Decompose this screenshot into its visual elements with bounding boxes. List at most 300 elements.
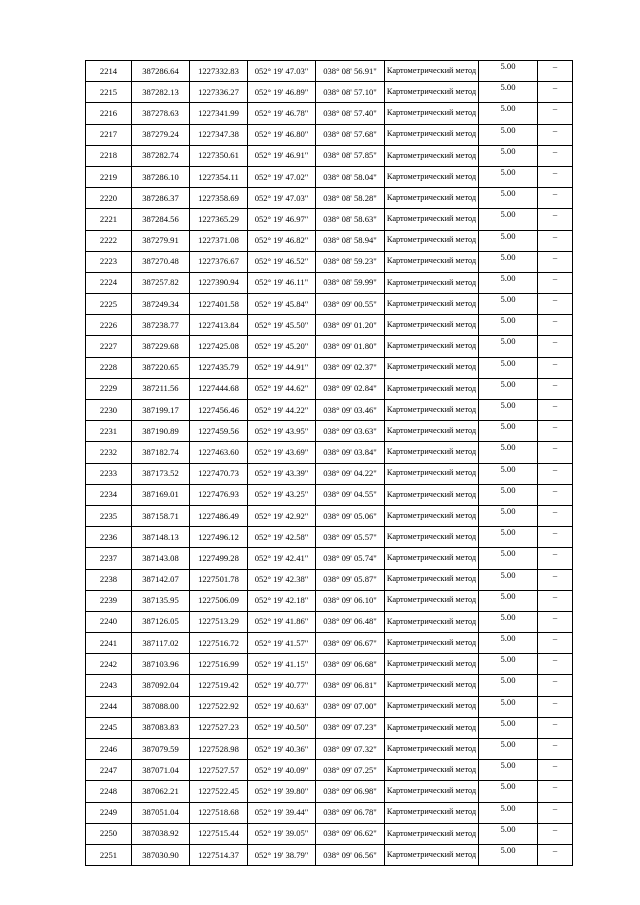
table-row bbox=[86, 294, 573, 315]
latitude-cell: 052° 19' 44.62" bbox=[248, 378, 316, 399]
x-coordinate-cell: 387270.48 bbox=[132, 251, 190, 272]
latitude-cell: 052° 19' 46.80" bbox=[248, 124, 316, 145]
x-coordinate-cell: 387173.52 bbox=[132, 463, 190, 484]
x-coordinate-cell: 387062.21 bbox=[132, 781, 190, 802]
point-number-cell: 2223 bbox=[86, 251, 132, 272]
table-row bbox=[86, 633, 573, 654]
accuracy-cell: 5.00 bbox=[479, 717, 538, 738]
x-coordinate-cell: 387249.34 bbox=[132, 294, 190, 315]
point-number-cell: 2221 bbox=[86, 209, 132, 230]
method-cell: Картометрический метод bbox=[385, 103, 479, 124]
method-cell: Картометрический метод bbox=[385, 633, 479, 654]
x-coordinate-cell: 387158.71 bbox=[132, 505, 190, 526]
longitude-cell: 038° 09' 05.87" bbox=[316, 569, 385, 590]
table-row bbox=[86, 569, 573, 590]
accuracy-cell: 5.00 bbox=[479, 442, 538, 463]
method-cell: Картометрический метод bbox=[385, 421, 479, 442]
point-number-cell: 2218 bbox=[86, 145, 132, 166]
latitude-cell: 052° 19' 39.44" bbox=[248, 802, 316, 823]
point-number-cell: 2235 bbox=[86, 505, 132, 526]
longitude-cell: 038° 09' 05.06" bbox=[316, 505, 385, 526]
point-number-cell: 2251 bbox=[86, 844, 132, 865]
latitude-cell: 052° 19' 46.91" bbox=[248, 145, 316, 166]
method-cell: Картометрический метод bbox=[385, 611, 479, 632]
method-cell: Картометрический метод bbox=[385, 166, 479, 187]
latitude-cell: 052° 19' 45.50" bbox=[248, 315, 316, 336]
longitude-cell: 038° 08' 59.23" bbox=[316, 251, 385, 272]
x-coordinate-cell: 387051.04 bbox=[132, 802, 190, 823]
latitude-cell: 052° 19' 43.69" bbox=[248, 442, 316, 463]
description-cell: – bbox=[538, 463, 573, 484]
description-cell: – bbox=[538, 654, 573, 675]
latitude-cell: 052° 19' 39.80" bbox=[248, 781, 316, 802]
y-coordinate-cell: 1227365.29 bbox=[190, 209, 248, 230]
y-coordinate-cell: 1227470.73 bbox=[190, 463, 248, 484]
table-row bbox=[86, 188, 573, 209]
longitude-cell: 038° 08' 57.40" bbox=[316, 103, 385, 124]
method-cell: Картометрический метод bbox=[385, 781, 479, 802]
accuracy-cell: 5.00 bbox=[479, 760, 538, 781]
latitude-cell: 052° 19' 47.03" bbox=[248, 61, 316, 82]
description-cell: – bbox=[538, 781, 573, 802]
description-cell: – bbox=[538, 166, 573, 187]
x-coordinate-cell: 387038.92 bbox=[132, 823, 190, 844]
y-coordinate-cell: 1227413.84 bbox=[190, 315, 248, 336]
description-cell: – bbox=[538, 696, 573, 717]
description-cell: – bbox=[538, 548, 573, 569]
x-coordinate-cell: 387135.95 bbox=[132, 590, 190, 611]
description-cell: – bbox=[538, 823, 573, 844]
point-number-cell: 2238 bbox=[86, 569, 132, 590]
longitude-cell: 038° 09' 06.98" bbox=[316, 781, 385, 802]
point-number-cell: 2232 bbox=[86, 442, 132, 463]
y-coordinate-cell: 1227463.60 bbox=[190, 442, 248, 463]
point-number-cell: 2242 bbox=[86, 654, 132, 675]
method-cell: Картометрический метод bbox=[385, 569, 479, 590]
latitude-cell: 052° 19' 42.92" bbox=[248, 505, 316, 526]
method-cell: Картометрический метод bbox=[385, 442, 479, 463]
point-number-cell: 2225 bbox=[86, 294, 132, 315]
y-coordinate-cell: 1227527.23 bbox=[190, 717, 248, 738]
latitude-cell: 052° 19' 42.38" bbox=[248, 569, 316, 590]
y-coordinate-cell: 1227522.45 bbox=[190, 781, 248, 802]
longitude-cell: 038° 09' 06.10" bbox=[316, 590, 385, 611]
table-row bbox=[86, 548, 573, 569]
x-coordinate-cell: 387126.05 bbox=[132, 611, 190, 632]
y-coordinate-cell: 1227527.57 bbox=[190, 760, 248, 781]
y-coordinate-cell: 1227401.58 bbox=[190, 294, 248, 315]
longitude-cell: 038° 09' 04.22" bbox=[316, 463, 385, 484]
x-coordinate-cell: 387103.96 bbox=[132, 654, 190, 675]
longitude-cell: 038° 09' 01.20" bbox=[316, 315, 385, 336]
method-cell: Картометрический метод bbox=[385, 484, 479, 505]
accuracy-cell: 5.00 bbox=[479, 61, 538, 82]
y-coordinate-cell: 1227476.93 bbox=[190, 484, 248, 505]
point-number-cell: 2217 bbox=[86, 124, 132, 145]
accuracy-cell: 5.00 bbox=[479, 527, 538, 548]
x-coordinate-cell: 387071.04 bbox=[132, 760, 190, 781]
longitude-cell: 038° 09' 07.32" bbox=[316, 739, 385, 760]
point-number-cell: 2234 bbox=[86, 484, 132, 505]
table-row bbox=[86, 696, 573, 717]
accuracy-cell: 5.00 bbox=[479, 145, 538, 166]
x-coordinate-cell: 387143.08 bbox=[132, 548, 190, 569]
y-coordinate-cell: 1227506.09 bbox=[190, 590, 248, 611]
longitude-cell: 038° 09' 06.78" bbox=[316, 802, 385, 823]
table-row bbox=[86, 823, 573, 844]
point-number-cell: 2228 bbox=[86, 357, 132, 378]
point-number-cell: 2220 bbox=[86, 188, 132, 209]
method-cell: Картометрический метод bbox=[385, 378, 479, 399]
y-coordinate-cell: 1227456.46 bbox=[190, 400, 248, 421]
description-cell: – bbox=[538, 802, 573, 823]
longitude-cell: 038° 09' 03.46" bbox=[316, 400, 385, 421]
longitude-cell: 038° 08' 57.10" bbox=[316, 82, 385, 103]
x-coordinate-cell: 387282.74 bbox=[132, 145, 190, 166]
table-row bbox=[86, 484, 573, 505]
x-coordinate-cell: 387190.89 bbox=[132, 421, 190, 442]
table-row bbox=[86, 103, 573, 124]
longitude-cell: 038° 09' 06.56" bbox=[316, 844, 385, 865]
accuracy-cell: 5.00 bbox=[479, 103, 538, 124]
latitude-cell: 052° 19' 42.58" bbox=[248, 527, 316, 548]
longitude-cell: 038° 09' 05.74" bbox=[316, 548, 385, 569]
longitude-cell: 038° 09' 07.23" bbox=[316, 717, 385, 738]
point-number-cell: 2246 bbox=[86, 739, 132, 760]
y-coordinate-cell: 1227425.08 bbox=[190, 336, 248, 357]
table-row bbox=[86, 251, 573, 272]
longitude-cell: 038° 09' 00.55" bbox=[316, 294, 385, 315]
latitude-cell: 052° 19' 47.02" bbox=[248, 166, 316, 187]
y-coordinate-cell: 1227376.67 bbox=[190, 251, 248, 272]
accuracy-cell: 5.00 bbox=[479, 336, 538, 357]
latitude-cell: 052° 19' 42.18" bbox=[248, 590, 316, 611]
y-coordinate-cell: 1227371.08 bbox=[190, 230, 248, 251]
longitude-cell: 038° 09' 07.25" bbox=[316, 760, 385, 781]
y-coordinate-cell: 1227501.78 bbox=[190, 569, 248, 590]
point-number-cell: 2216 bbox=[86, 103, 132, 124]
point-number-cell: 2215 bbox=[86, 82, 132, 103]
description-cell: – bbox=[538, 611, 573, 632]
longitude-cell: 038° 09' 06.81" bbox=[316, 675, 385, 696]
method-cell: Картометрический метод bbox=[385, 844, 479, 865]
document-page bbox=[85, 60, 572, 866]
method-cell: Картометрический метод bbox=[385, 315, 479, 336]
x-coordinate-cell: 387220.65 bbox=[132, 357, 190, 378]
latitude-cell: 052° 19' 45.20" bbox=[248, 336, 316, 357]
table-row bbox=[86, 209, 573, 230]
y-coordinate-cell: 1227528.98 bbox=[190, 739, 248, 760]
description-cell: – bbox=[538, 336, 573, 357]
method-cell: Картометрический метод bbox=[385, 675, 479, 696]
y-coordinate-cell: 1227499.28 bbox=[190, 548, 248, 569]
latitude-cell: 052° 19' 38.79" bbox=[248, 844, 316, 865]
latitude-cell: 052° 19' 40.77" bbox=[248, 675, 316, 696]
longitude-cell: 038° 09' 06.67" bbox=[316, 633, 385, 654]
accuracy-cell: 5.00 bbox=[479, 590, 538, 611]
x-coordinate-cell: 387083.83 bbox=[132, 717, 190, 738]
x-coordinate-cell: 387148.13 bbox=[132, 527, 190, 548]
method-cell: Картометрический метод bbox=[385, 463, 479, 484]
point-number-cell: 2231 bbox=[86, 421, 132, 442]
point-number-cell: 2245 bbox=[86, 717, 132, 738]
latitude-cell: 052° 19' 40.63" bbox=[248, 696, 316, 717]
table-row bbox=[86, 336, 573, 357]
longitude-cell: 038° 09' 06.48" bbox=[316, 611, 385, 632]
method-cell: Картометрический метод bbox=[385, 188, 479, 209]
accuracy-cell: 5.00 bbox=[479, 844, 538, 865]
method-cell: Картометрический метод bbox=[385, 760, 479, 781]
description-cell: – bbox=[538, 357, 573, 378]
method-cell: Картометрический метод bbox=[385, 61, 479, 82]
point-number-cell: 2214 bbox=[86, 61, 132, 82]
accuracy-cell: 5.00 bbox=[479, 633, 538, 654]
longitude-cell: 038° 09' 07.00" bbox=[316, 696, 385, 717]
point-number-cell: 2237 bbox=[86, 548, 132, 569]
description-cell: – bbox=[538, 61, 573, 82]
method-cell: Картометрический метод bbox=[385, 548, 479, 569]
y-coordinate-cell: 1227518.68 bbox=[190, 802, 248, 823]
x-coordinate-cell: 387092.04 bbox=[132, 675, 190, 696]
longitude-cell: 038° 09' 03.84" bbox=[316, 442, 385, 463]
method-cell: Картометрический метод bbox=[385, 802, 479, 823]
accuracy-cell: 5.00 bbox=[479, 463, 538, 484]
latitude-cell: 052° 19' 39.05" bbox=[248, 823, 316, 844]
longitude-cell: 038° 09' 04.55" bbox=[316, 484, 385, 505]
table-row bbox=[86, 505, 573, 526]
method-cell: Картометрический метод bbox=[385, 590, 479, 611]
longitude-cell: 038° 09' 01.80" bbox=[316, 336, 385, 357]
description-cell: – bbox=[538, 421, 573, 442]
point-number-cell: 2240 bbox=[86, 611, 132, 632]
point-number-cell: 2248 bbox=[86, 781, 132, 802]
point-number-cell: 2236 bbox=[86, 527, 132, 548]
table-row bbox=[86, 124, 573, 145]
table-row bbox=[86, 675, 573, 696]
accuracy-cell: 5.00 bbox=[479, 82, 538, 103]
table-row bbox=[86, 421, 573, 442]
table-body bbox=[86, 61, 573, 866]
point-number-cell: 2229 bbox=[86, 378, 132, 399]
y-coordinate-cell: 1227347.38 bbox=[190, 124, 248, 145]
point-number-cell: 2233 bbox=[86, 463, 132, 484]
description-cell: – bbox=[538, 124, 573, 145]
x-coordinate-cell: 387279.24 bbox=[132, 124, 190, 145]
accuracy-cell: 5.00 bbox=[479, 378, 538, 399]
description-cell: – bbox=[538, 760, 573, 781]
y-coordinate-cell: 1227435.79 bbox=[190, 357, 248, 378]
longitude-cell: 038° 08' 57.85" bbox=[316, 145, 385, 166]
x-coordinate-cell: 387286.37 bbox=[132, 188, 190, 209]
table-row bbox=[86, 61, 573, 82]
table-row bbox=[86, 315, 573, 336]
description-cell: – bbox=[538, 505, 573, 526]
description-cell: – bbox=[538, 230, 573, 251]
accuracy-cell: 5.00 bbox=[479, 781, 538, 802]
x-coordinate-cell: 387279.91 bbox=[132, 230, 190, 251]
method-cell: Картометрический метод bbox=[385, 209, 479, 230]
y-coordinate-cell: 1227444.68 bbox=[190, 378, 248, 399]
x-coordinate-cell: 387238.77 bbox=[132, 315, 190, 336]
x-coordinate-cell: 387088.00 bbox=[132, 696, 190, 717]
table-row bbox=[86, 739, 573, 760]
x-coordinate-cell: 387257.82 bbox=[132, 272, 190, 293]
method-cell: Картометрический метод bbox=[385, 230, 479, 251]
point-number-cell: 2224 bbox=[86, 272, 132, 293]
table-row bbox=[86, 611, 573, 632]
table-row bbox=[86, 357, 573, 378]
accuracy-cell: 5.00 bbox=[479, 124, 538, 145]
description-cell: – bbox=[538, 209, 573, 230]
x-coordinate-cell: 387278.63 bbox=[132, 103, 190, 124]
y-coordinate-cell: 1227459.56 bbox=[190, 421, 248, 442]
table-row bbox=[86, 781, 573, 802]
x-coordinate-cell: 387199.17 bbox=[132, 400, 190, 421]
description-cell: – bbox=[538, 739, 573, 760]
x-coordinate-cell: 387117.02 bbox=[132, 633, 190, 654]
latitude-cell: 052° 19' 41.15" bbox=[248, 654, 316, 675]
accuracy-cell: 5.00 bbox=[479, 654, 538, 675]
x-coordinate-cell: 387286.64 bbox=[132, 61, 190, 82]
point-number-cell: 2241 bbox=[86, 633, 132, 654]
method-cell: Картометрический метод bbox=[385, 145, 479, 166]
accuracy-cell: 5.00 bbox=[479, 166, 538, 187]
y-coordinate-cell: 1227350.61 bbox=[190, 145, 248, 166]
longitude-cell: 038° 08' 57.68" bbox=[316, 124, 385, 145]
latitude-cell: 052° 19' 46.11" bbox=[248, 272, 316, 293]
latitude-cell: 052° 19' 41.86" bbox=[248, 611, 316, 632]
longitude-cell: 038° 08' 58.94" bbox=[316, 230, 385, 251]
table-row bbox=[86, 82, 573, 103]
description-cell: – bbox=[538, 569, 573, 590]
x-coordinate-cell: 387282.13 bbox=[132, 82, 190, 103]
description-cell: – bbox=[538, 844, 573, 865]
accuracy-cell: 5.00 bbox=[479, 294, 538, 315]
latitude-cell: 052° 19' 40.36" bbox=[248, 739, 316, 760]
point-number-cell: 2222 bbox=[86, 230, 132, 251]
y-coordinate-cell: 1227496.12 bbox=[190, 527, 248, 548]
y-coordinate-cell: 1227519.42 bbox=[190, 675, 248, 696]
accuracy-cell: 5.00 bbox=[479, 823, 538, 844]
latitude-cell: 052° 19' 43.25" bbox=[248, 484, 316, 505]
x-coordinate-cell: 387284.56 bbox=[132, 209, 190, 230]
latitude-cell: 052° 19' 40.50" bbox=[248, 717, 316, 738]
accuracy-cell: 5.00 bbox=[479, 209, 538, 230]
method-cell: Картометрический метод bbox=[385, 124, 479, 145]
longitude-cell: 038° 08' 59.99" bbox=[316, 272, 385, 293]
accuracy-cell: 5.00 bbox=[479, 188, 538, 209]
table-row bbox=[86, 844, 573, 865]
accuracy-cell: 5.00 bbox=[479, 400, 538, 421]
latitude-cell: 052° 19' 45.84" bbox=[248, 294, 316, 315]
latitude-cell: 052° 19' 40.09" bbox=[248, 760, 316, 781]
y-coordinate-cell: 1227341.99 bbox=[190, 103, 248, 124]
description-cell: – bbox=[538, 442, 573, 463]
accuracy-cell: 5.00 bbox=[479, 357, 538, 378]
method-cell: Картометрический метод bbox=[385, 696, 479, 717]
longitude-cell: 038° 09' 06.68" bbox=[316, 654, 385, 675]
accuracy-cell: 5.00 bbox=[479, 230, 538, 251]
table-row bbox=[86, 717, 573, 738]
point-number-cell: 2226 bbox=[86, 315, 132, 336]
x-coordinate-cell: 387286.10 bbox=[132, 166, 190, 187]
table-row bbox=[86, 527, 573, 548]
description-cell: – bbox=[538, 188, 573, 209]
y-coordinate-cell: 1227513.29 bbox=[190, 611, 248, 632]
longitude-cell: 038° 09' 06.62" bbox=[316, 823, 385, 844]
y-coordinate-cell: 1227486.49 bbox=[190, 505, 248, 526]
point-number-cell: 2244 bbox=[86, 696, 132, 717]
description-cell: – bbox=[538, 675, 573, 696]
table-row bbox=[86, 230, 573, 251]
table-row bbox=[86, 590, 573, 611]
longitude-cell: 038° 09' 02.37" bbox=[316, 357, 385, 378]
description-cell: – bbox=[538, 315, 573, 336]
latitude-cell: 052° 19' 43.95" bbox=[248, 421, 316, 442]
table-row bbox=[86, 654, 573, 675]
description-cell: – bbox=[538, 717, 573, 738]
latitude-cell: 052° 19' 46.97" bbox=[248, 209, 316, 230]
point-number-cell: 2247 bbox=[86, 760, 132, 781]
latitude-cell: 052° 19' 46.52" bbox=[248, 251, 316, 272]
table-row bbox=[86, 463, 573, 484]
table-row bbox=[86, 442, 573, 463]
method-cell: Картометрический метод bbox=[385, 336, 479, 357]
latitude-cell: 052° 19' 42.41" bbox=[248, 548, 316, 569]
x-coordinate-cell: 387182.74 bbox=[132, 442, 190, 463]
point-number-cell: 2250 bbox=[86, 823, 132, 844]
table-row bbox=[86, 400, 573, 421]
method-cell: Картометрический метод bbox=[385, 527, 479, 548]
accuracy-cell: 5.00 bbox=[479, 675, 538, 696]
point-number-cell: 2219 bbox=[86, 166, 132, 187]
accuracy-cell: 5.00 bbox=[479, 548, 538, 569]
description-cell: – bbox=[538, 590, 573, 611]
longitude-cell: 038° 09' 03.63" bbox=[316, 421, 385, 442]
description-cell: – bbox=[538, 82, 573, 103]
point-number-cell: 2239 bbox=[86, 590, 132, 611]
x-coordinate-cell: 387030.90 bbox=[132, 844, 190, 865]
method-cell: Картометрический метод bbox=[385, 400, 479, 421]
method-cell: Картометрический метод bbox=[385, 251, 479, 272]
method-cell: Картометрический метод bbox=[385, 294, 479, 315]
y-coordinate-cell: 1227522.92 bbox=[190, 696, 248, 717]
method-cell: Картометрический метод bbox=[385, 82, 479, 103]
x-coordinate-cell: 387229.68 bbox=[132, 336, 190, 357]
method-cell: Картометрический метод bbox=[385, 739, 479, 760]
y-coordinate-cell: 1227358.69 bbox=[190, 188, 248, 209]
table-row bbox=[86, 760, 573, 781]
method-cell: Картометрический метод bbox=[385, 717, 479, 738]
y-coordinate-cell: 1227390.94 bbox=[190, 272, 248, 293]
description-cell: – bbox=[538, 633, 573, 654]
accuracy-cell: 5.00 bbox=[479, 739, 538, 760]
y-coordinate-cell: 1227516.99 bbox=[190, 654, 248, 675]
y-coordinate-cell: 1227336.27 bbox=[190, 82, 248, 103]
accuracy-cell: 5.00 bbox=[479, 802, 538, 823]
description-cell: – bbox=[538, 484, 573, 505]
y-coordinate-cell: 1227516.72 bbox=[190, 633, 248, 654]
table-row bbox=[86, 378, 573, 399]
method-cell: Картометрический метод bbox=[385, 357, 479, 378]
accuracy-cell: 5.00 bbox=[479, 484, 538, 505]
y-coordinate-cell: 1227515.44 bbox=[190, 823, 248, 844]
description-cell: – bbox=[538, 294, 573, 315]
latitude-cell: 052° 19' 46.89" bbox=[248, 82, 316, 103]
table-row bbox=[86, 802, 573, 823]
accuracy-cell: 5.00 bbox=[479, 421, 538, 442]
latitude-cell: 052° 19' 46.82" bbox=[248, 230, 316, 251]
